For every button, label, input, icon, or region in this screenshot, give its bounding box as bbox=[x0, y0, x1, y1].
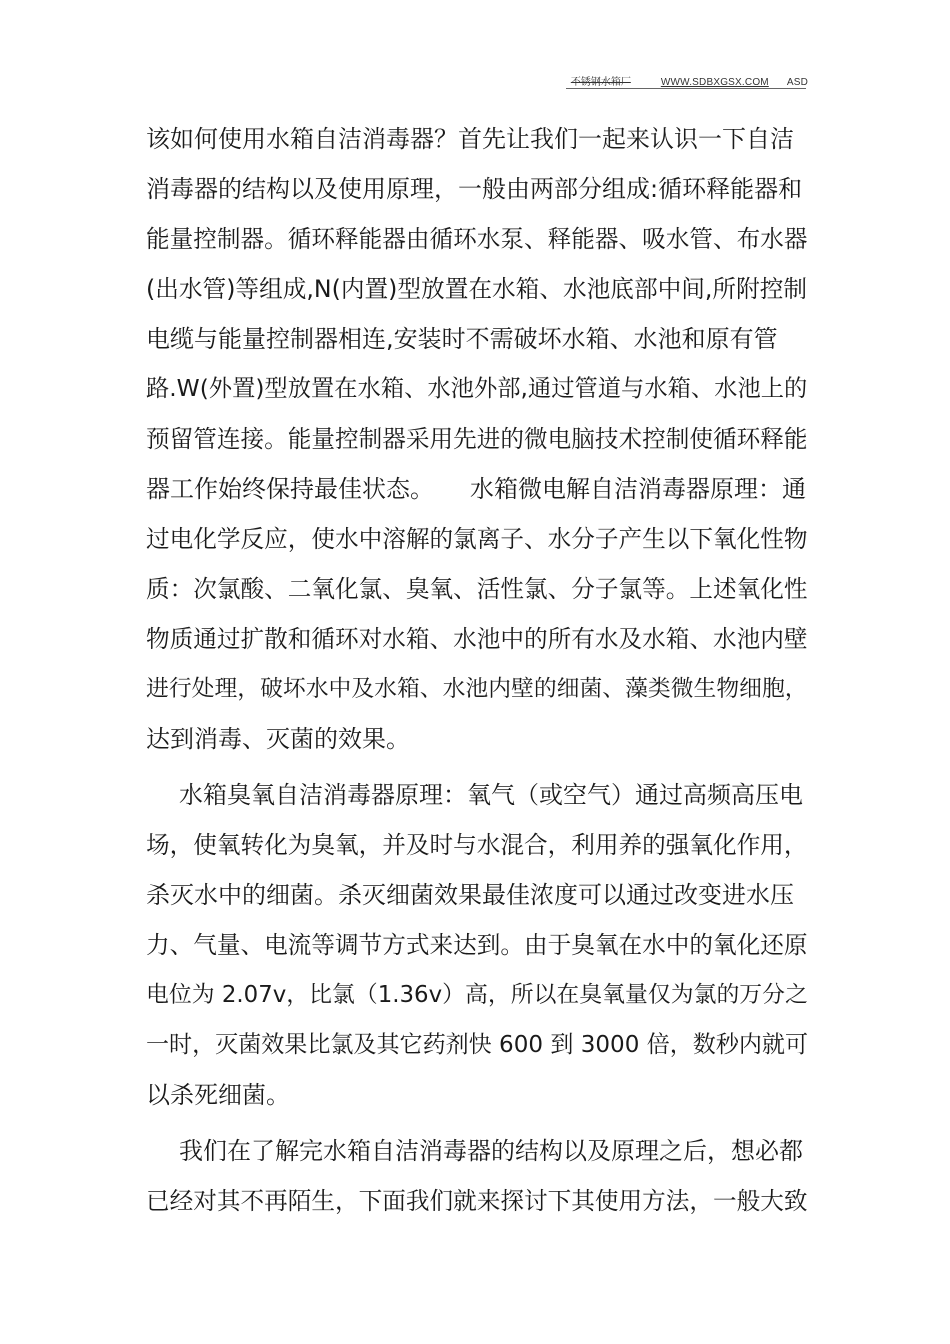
text-line: 器工作始终保持最佳状态。 水箱微电解自洁消毒器原理：通 bbox=[146, 475, 806, 503]
header-tag: ASD bbox=[786, 77, 808, 88]
text-line: 电缆与能量控制器相连,安装时不需破坏水箱、水池和原有管 bbox=[146, 325, 778, 353]
text-line: 质：次氯酸、二氧化氯、臭氧、活性氯、分子氯等。上述氧化性 bbox=[146, 575, 808, 603]
text-line: 水箱臭氧自洁消毒器原理：氧气（或空气）通过高频高压电 bbox=[179, 781, 803, 809]
text-line: 已经对其不再陌生，下面我们就来探讨下其使用方法，一般大致 bbox=[146, 1187, 808, 1215]
header-url: WWW.SDBXGSX.COM bbox=[660, 77, 769, 88]
header-divider bbox=[566, 88, 806, 89]
text-line: 物质通过扩散和循环对水箱、水池中的所有水及水箱、水池内壁 bbox=[146, 625, 808, 653]
text-line: 能量控制器。循环释能器由循环水泵、释能器、吸水管、布水器 bbox=[146, 225, 808, 253]
text-line: 该如何使用水箱自洁消毒器？首先让我们一起来认识一下自洁 bbox=[146, 125, 794, 153]
text-line: 进行处理，破坏水中及水箱、水池内壁的细菌、藻类微生物细胞， bbox=[146, 676, 808, 702]
text-line: (出水管)等组成,N(内置)型放置在水箱、水池底部中间,所附控制 bbox=[146, 275, 808, 303]
text-line: 预留管连接。能量控制器采用先进的微电脑技术控制使循环释能 bbox=[146, 425, 808, 453]
text-line: 过电化学反应，使水中溶解的氯离子、水分子产生以下氧化性物 bbox=[146, 525, 808, 553]
text-line: 场，使氧转化为臭氧，并及时与水混合，利用养的强氧化作用， bbox=[146, 831, 808, 859]
text-line: 我们在了解完水箱自洁消毒器的结构以及原理之后，想必都 bbox=[179, 1137, 803, 1165]
page-header bbox=[571, 72, 808, 88]
text-line: 达到消毒、灭菌的效果。 bbox=[146, 725, 410, 753]
text-line: 消毒器的结构以及使用原理，一般由两部分组成:循环释能器和 bbox=[146, 175, 803, 203]
header-site-name: 不锈钢水箱厂 bbox=[570, 77, 631, 88]
text-line: 杀灭水中的细菌。杀灭细菌效果最佳浓度可以通过改变进水压 bbox=[146, 881, 794, 909]
text-line: 力、气量、电流等调节方式来达到。由于臭氧在水中的氧化还原 bbox=[146, 931, 808, 959]
paragraph-1 bbox=[146, 114, 808, 764]
text-line: 电位为 2.07v，比氯（1.36v）高，所以在臭氧量仅为氯的万分之 bbox=[146, 982, 808, 1008]
paragraph-3 bbox=[146, 1126, 808, 1226]
paragraph-2 bbox=[146, 770, 808, 1120]
text-line: 路.W(外置)型放置在水箱、水池外部,通过管道与水箱、水池上的 bbox=[146, 375, 808, 402]
text-line: 一时，灭菌效果比氯及其它药剂快 600 到 3000 倍，数秒内就可 bbox=[146, 1032, 809, 1058]
document-body bbox=[146, 114, 808, 1226]
text-line: 以杀死细菌。 bbox=[146, 1081, 290, 1109]
